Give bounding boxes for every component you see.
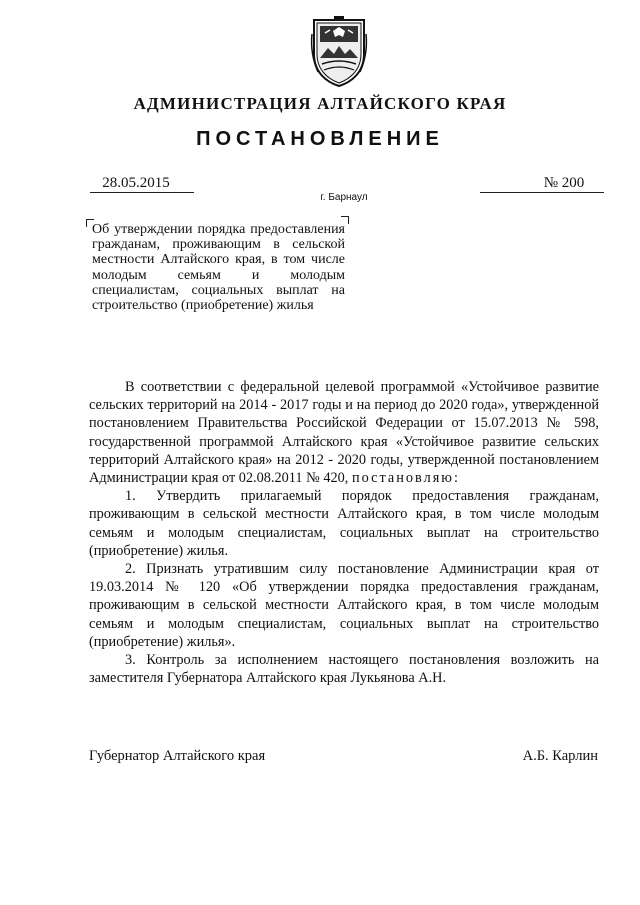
item-3: 3. Контроль за исполнением настоящего постановления возложить на заместителя Губернатора Алтайского края Лукьянова А.Н.: [89, 652, 599, 687]
organization-name: АДМИНИСТРАЦИЯ АЛТАЙСКОГО КРАЯ: [133, 94, 507, 113]
document-type: ПОСТАНОВЛЕНИЕ: [196, 128, 444, 150]
intro-paragraph: [89, 378, 599, 487]
document-number-value: № 200: [543, 175, 585, 191]
coat-of-arms-icon: [308, 14, 370, 88]
city-name-value: г. Барнаул: [320, 192, 368, 203]
document-subject: Об утверждении порядка предоставления гражданам, проживающим в сельской местности Алтайского края, в том числе молодым семьям и молодым специалистам, социальных выплат на строительство (приобретение) жилья: [92, 222, 345, 314]
signatory-name: А.Б. Карлин: [522, 748, 598, 764]
document-date: [90, 174, 194, 193]
resolve-word: постановляю:: [351, 470, 460, 487]
intro-text: В соответствии с федеральной целевой программой «Устойчивое развитие сельских территорий на 2014 - 2017 годы и на период до 2020 года», утвержденной постановлением Правительства Российской Федерации от 15.07.2013 № 598, государственной программой Алтайского края «Устойчивое развитие сельских территорий Алтайского края» на 2012 - 2020 годы, утвержденной постановлением Администрации края от 02.08.2011 № 420,: [89, 379, 599, 487]
item-1: 1. Утвердить прилагаемый порядок предоставления гражданам, проживающим в сельской местности Алтайского края, в том числе молодым семьям и молодым специалистам, социальных выплат на строительство (приобретение) жилья.: [89, 488, 599, 559]
document-number: [480, 174, 604, 193]
document-body: [89, 378, 599, 687]
item-2: 2. Признать утратившим силу постановление Администрации края от 19.03.2014 № 120 «Об утверждении порядка предоставления гражданам, проживающим в сельской местности Алтайского края, в том числе молодым семьям и молодым специалистам, социальных выплат на строительство (приобретение) жилья».: [89, 561, 599, 650]
city-name: [0, 192, 640, 203]
signatory-role: Губернатор Алтайского края: [89, 748, 266, 764]
document-date-value: 28.05.2015: [102, 175, 170, 191]
